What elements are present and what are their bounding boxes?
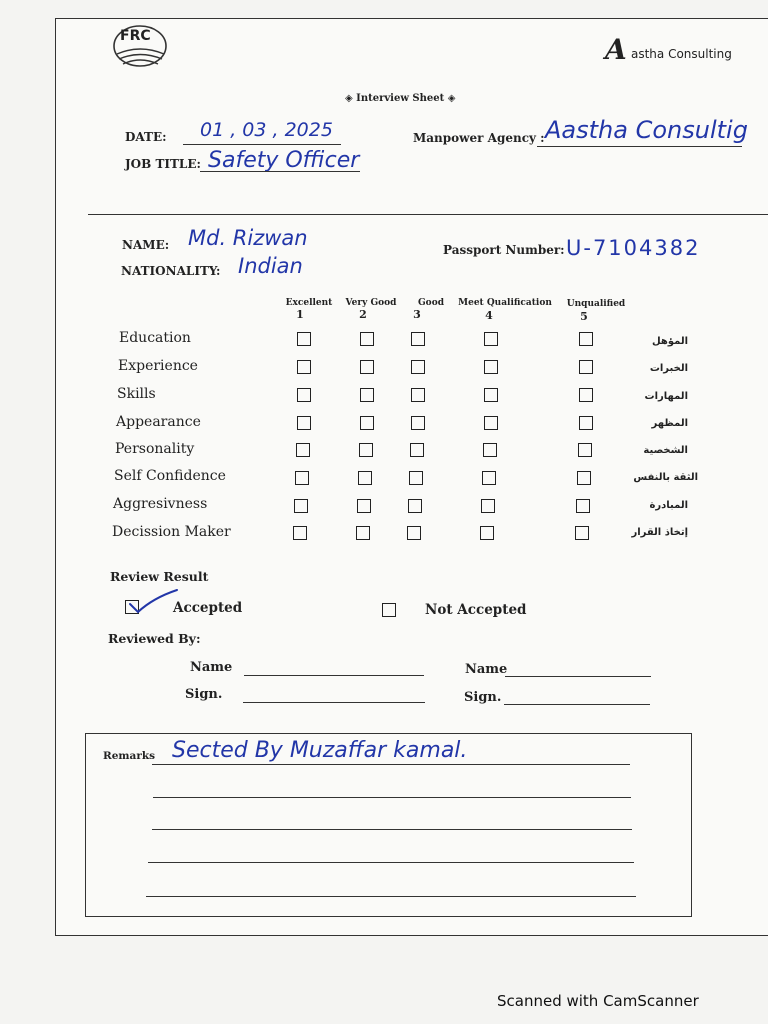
remarks-line bbox=[152, 764, 630, 765]
review-result-title: Review Result bbox=[110, 569, 209, 584]
not-accepted-label: Not Accepted bbox=[425, 602, 527, 618]
rating-checkbox[interactable] bbox=[411, 416, 425, 430]
criterion-aggresivness: Aggresivness bbox=[113, 496, 208, 512]
column-number-3: 3 bbox=[413, 308, 421, 321]
criterion-arabic-aggresivness: المبادرة bbox=[649, 500, 688, 511]
rating-checkbox[interactable] bbox=[297, 416, 311, 430]
criterion-appearance: Appearance bbox=[116, 414, 201, 430]
reviewer-2-sign-label: Sign. bbox=[464, 690, 502, 705]
nationality-label: NATIONALITY: bbox=[121, 264, 221, 278]
remarks-value[interactable]: Sected By Muzaffar kamal. bbox=[172, 738, 468, 763]
criterion-arabic-personality: الشخصية bbox=[643, 445, 688, 456]
date-label: DATE: bbox=[125, 130, 167, 144]
rating-checkbox[interactable] bbox=[297, 360, 311, 374]
job-title-label: JOB TITLE: bbox=[125, 157, 201, 171]
reviewer-1-sign-label: Sign. bbox=[185, 687, 223, 702]
rating-checkbox[interactable] bbox=[360, 416, 374, 430]
rating-checkbox[interactable] bbox=[482, 471, 496, 485]
name-label: NAME: bbox=[122, 238, 170, 252]
rating-checkbox[interactable] bbox=[357, 499, 371, 513]
passport-label: Passport Number: bbox=[443, 243, 565, 257]
reviewer-2-sign-line[interactable] bbox=[504, 704, 650, 705]
reviewer-1-name-line[interactable] bbox=[244, 675, 424, 676]
criterion-arabic-self-confidence: الثقة بالنفس bbox=[633, 472, 698, 483]
aastha-logo-text: astha Consulting bbox=[631, 47, 732, 61]
not-accepted-checkbox[interactable] bbox=[382, 603, 396, 617]
remarks-line bbox=[146, 896, 636, 897]
frc-logo-text: FRC bbox=[120, 28, 151, 44]
column-header-very-good: Very Good bbox=[345, 298, 397, 308]
criterion-personality: Personality bbox=[115, 441, 195, 457]
remarks-label: Remarks bbox=[103, 750, 156, 762]
remarks-line bbox=[153, 797, 631, 798]
criterion-experience: Experience bbox=[118, 358, 198, 374]
rating-checkbox[interactable] bbox=[484, 332, 498, 346]
date-underline bbox=[183, 144, 341, 145]
rating-checkbox[interactable] bbox=[411, 388, 425, 402]
aastha-logo-mark: A bbox=[605, 33, 627, 66]
rating-checkbox[interactable] bbox=[481, 499, 495, 513]
rating-checkbox[interactable] bbox=[579, 416, 593, 430]
rating-checkbox[interactable] bbox=[360, 332, 374, 346]
rating-checkbox[interactable] bbox=[579, 332, 593, 346]
header-divider bbox=[88, 214, 768, 215]
accepted-label: Accepted bbox=[173, 600, 243, 616]
criterion-arabic-decission-maker: إتخاذ القرار bbox=[631, 527, 688, 538]
rating-checkbox[interactable] bbox=[408, 499, 422, 513]
criterion-decission-maker: Decission Maker bbox=[112, 524, 231, 540]
agency-value[interactable]: Aastha Consultig bbox=[545, 116, 748, 144]
rating-checkbox[interactable] bbox=[576, 499, 590, 513]
column-header-meet-qualification: Meet Qualification bbox=[458, 298, 552, 308]
column-header-excellent: Excellent bbox=[285, 298, 333, 308]
nationality-value[interactable]: Indian bbox=[238, 254, 303, 278]
agency-underline bbox=[537, 146, 742, 147]
date-value[interactable]: 01 , 03 , 2025 bbox=[200, 119, 333, 141]
rating-checkbox[interactable] bbox=[297, 332, 311, 346]
column-number-4: 4 bbox=[485, 309, 493, 322]
rating-checkbox[interactable] bbox=[579, 388, 593, 402]
column-number-1: 1 bbox=[296, 308, 304, 321]
rating-checkbox[interactable] bbox=[360, 388, 374, 402]
criterion-skills: Skills bbox=[117, 386, 156, 402]
column-number-5: 5 bbox=[580, 310, 588, 323]
rating-checkbox[interactable] bbox=[356, 526, 370, 540]
job-title-value[interactable]: Safety Officer bbox=[208, 148, 360, 173]
column-header-unqualified: Unqualified bbox=[566, 299, 626, 309]
sheet-title: ◈ Interview Sheet ◈ bbox=[345, 93, 456, 104]
rating-checkbox[interactable] bbox=[360, 360, 374, 374]
rating-checkbox[interactable] bbox=[297, 388, 311, 402]
rating-checkbox[interactable] bbox=[484, 360, 498, 374]
camscanner-watermark: Scanned with CamScanner bbox=[497, 992, 699, 1010]
rating-checkbox[interactable] bbox=[483, 443, 497, 457]
reviewer-2-name-label: Name bbox=[465, 662, 508, 677]
rating-checkbox[interactable] bbox=[358, 471, 372, 485]
rating-checkbox[interactable] bbox=[484, 388, 498, 402]
rating-checkbox[interactable] bbox=[410, 443, 424, 457]
rating-checkbox[interactable] bbox=[578, 443, 592, 457]
rating-checkbox[interactable] bbox=[295, 471, 309, 485]
criterion-arabic-skills: المهارات bbox=[644, 391, 688, 402]
criterion-arabic-education: المؤهل bbox=[651, 336, 688, 347]
job-title-underline bbox=[200, 171, 360, 172]
reviewed-by-label: Reviewed By: bbox=[108, 631, 201, 646]
rating-checkbox[interactable] bbox=[293, 526, 307, 540]
agency-label: Manpower Agency : bbox=[413, 131, 545, 145]
rating-checkbox[interactable] bbox=[579, 360, 593, 374]
rating-checkbox[interactable] bbox=[411, 360, 425, 374]
rating-checkbox[interactable] bbox=[359, 443, 373, 457]
criterion-arabic-appearance: المظهر bbox=[651, 418, 688, 429]
rating-checkbox[interactable] bbox=[409, 471, 423, 485]
reviewer-1-sign-line[interactable] bbox=[243, 702, 425, 703]
reviewer-1-name-label: Name bbox=[190, 660, 233, 675]
rating-checkbox[interactable] bbox=[296, 443, 310, 457]
column-number-2: 2 bbox=[359, 308, 367, 321]
passport-value[interactable]: U-7104382 bbox=[566, 236, 701, 260]
criterion-self-confidence: Self Confidence bbox=[114, 468, 226, 484]
rating-checkbox[interactable] bbox=[407, 526, 421, 540]
rating-checkbox[interactable] bbox=[484, 416, 498, 430]
criterion-arabic-experience: الخبرات bbox=[649, 363, 688, 374]
remarks-line bbox=[152, 829, 632, 830]
rating-checkbox[interactable] bbox=[411, 332, 425, 346]
reviewer-2-name-line[interactable] bbox=[505, 676, 651, 677]
rating-checkbox[interactable] bbox=[575, 526, 589, 540]
column-header-good: Good bbox=[418, 298, 444, 308]
name-value[interactable]: Md. Rizwan bbox=[188, 226, 308, 250]
rating-checkbox[interactable] bbox=[480, 526, 494, 540]
rating-checkbox[interactable] bbox=[577, 471, 591, 485]
remarks-line bbox=[148, 862, 634, 863]
criterion-education: Education bbox=[119, 330, 191, 346]
rating-checkbox[interactable] bbox=[294, 499, 308, 513]
